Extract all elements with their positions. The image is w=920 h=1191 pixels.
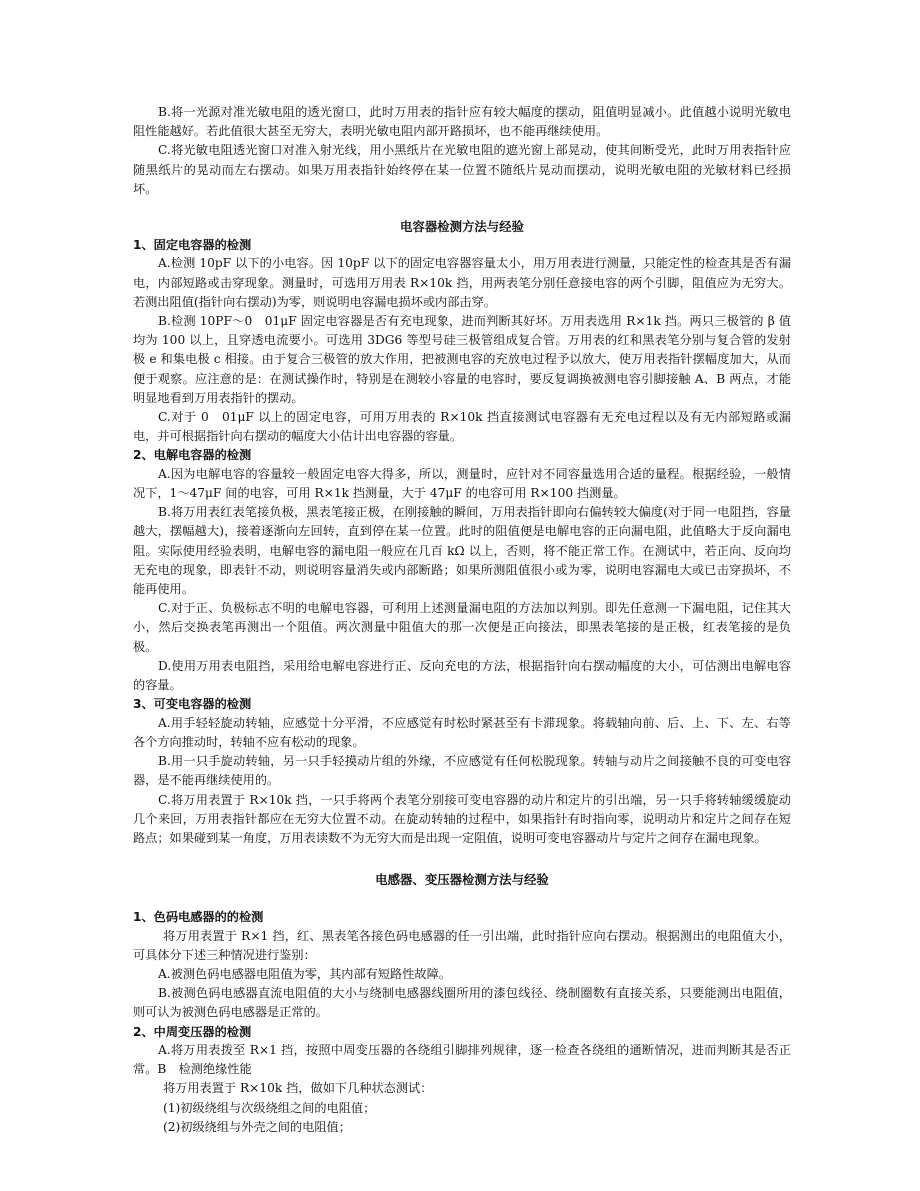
paragraph-variable-c: C.将万用表置于 R×10k 挡，一只手将两个表笔分别接可变电容器的动片和定片的引出端，另一只手将转轴缓缓旋动几个来回，万用表指针都应在无穷大位置不动。在旋动转轴的过程中，如果指针有时指向零，说明动片和定片之间存在短路点；如果碰到某一角度，万用表读数不为无穷大而是出现一定阻值，说明可变电容器动片与定片之间存在漏电现象。 bbox=[133, 792, 791, 845]
paragraph-photoresistor-b: B.将一光源对准光敏电阻的透光窗口，此时万用表的指针应有较大幅度的摆动，阻值明显减小。此值越小说明光敏电阻性能越好。若此值很大甚至无穷大，表明光敏电阻内部开路损坏，也不能再继续使用。 bbox=[133, 105, 791, 139]
paragraph-inductor-intro: 将万用表置于 R×1 挡，红、黑表笔各接色码电感器的任一引出端，此时指针应向右摆动。根据测出的电阻值大小，可具体分下述三种情况进行鉴别： bbox=[133, 928, 791, 962]
heading-color-code-inductor-text: 1、色码电感器的的检测 bbox=[133, 910, 264, 925]
paragraph-electrolytic-d: D.使用万用表电阻挡，采用给电解电容进行正、反向充电的方法，根据指针向右摆动幅度的大小，可估测出电解电容的容量。 bbox=[133, 658, 791, 693]
section-title-capacitor: 电容器检测方法与经验 bbox=[400, 219, 524, 235]
section-title-inductor: 电感器、变压器检测方法与经验 bbox=[375, 872, 549, 888]
paragraph-fixed-c: C.对于 0 01μF 以上的固定电容，可用万用表的 R×10k 挡直接测试电容器有无充电过程以及有无内部短路或漏电，并可根据指针向右摆动的幅度大小估计出电容器的容量。 bbox=[133, 410, 791, 444]
list-item-transformer-1: (1)初级绕组与次级绕组之间的电阻值； bbox=[163, 1100, 376, 1115]
paragraph-inductor-a: A.被测色码电感器电阻值为零，其内部有短路性故障。 bbox=[158, 966, 451, 981]
paragraph-inductor-b: B.被测色码电感器直流电阻值的大小与绕制电感器线圈所用的漆包线径、绕制圈数有直接关系，只要能测出电阻值，则可认为被测色码电感器是正常的。 bbox=[133, 986, 791, 1020]
spacer bbox=[133, 848, 791, 870]
paragraph-electrolytic-b: B.将万用表红表笔接负极，黑表笔接正极，在刚接触的瞬间，万用表指针即向右偏转较大偏度(对于同一电阻挡，容量越大，摆幅越大)，接着逐渐向左回转，直到停在某一位置。此时的阻值便是电解电容的正向漏电阻，此值略大于反向漏电阻。实际使用经验表明，电解电容的漏电阻一般应在几百 kΩ 以上，否则，将不能正常工作。在测试中，若正向、反向均无充电的现象，即表针不动，则说明容量消失或内部断路；如果所测阻值很小或为零，说明电容漏电大或已击穿损坏，不能再使用。 bbox=[133, 505, 791, 597]
paragraph-electrolytic-c: C.对于正、负极标志不明的电解电容器，可利用上述测量漏电阻的方法加以判别。即先任意测一下漏电阻，记住其大小，然后交换表笔再测出一个阻值。两次测量中阻值大的那一次便是正向接法，即黑表笔接的是正极，红表笔接的是负极。 bbox=[133, 601, 791, 654]
heading-if-transformer: 2、中周变压器的检测 bbox=[133, 1024, 252, 1039]
paragraph-transformer-b: 将万用表置于 R×10k 挡，做如下几种状态测试： bbox=[163, 1081, 433, 1096]
paragraph-electrolytic-a: A.因为电解电容的容量较一般固定电容大得多，所以，测量时，应针对不同容量选用合适的量程。根据经验，一般情况下，1～47μF 间的电容，可用 R×1k 挡测量，大于 47μF 的电容可用 R×100 挡测量。 bbox=[133, 466, 791, 501]
list-item-transformer-2: (2)初级绕组与外壳之间的电阻值； bbox=[163, 1119, 351, 1134]
paragraph-transformer-a: A.将万用表拨至 R×1 挡，按照中周变压器的各绕组引脚排列规律，逐一检查各绕组的通断情况，进而判断其是否正常。B 检测绝缘性能 bbox=[133, 1042, 791, 1077]
heading-variable-capacitor: 3、可变电容器的检测 bbox=[133, 697, 252, 712]
document-body bbox=[133, 103, 791, 1137]
heading-fixed-capacitor: 1、固定电容器的检测 bbox=[133, 238, 252, 253]
spacer bbox=[133, 889, 791, 908]
heading-electrolytic-capacitor: 2、电解电容器的检测 bbox=[133, 448, 252, 463]
paragraph-photoresistor-c: C.将光敏电阻透光窗口对准入射光线，用小黑纸片在光敏电阻的遮光窗上部晃动，使其间断受光，此时万用表指针应随黑纸片的晃动而左右摆动。如果万用表指针始终停在某一位置不随纸片晃动而摆动，说明光敏电阻的光敏材料已经损坏。 bbox=[133, 143, 791, 196]
spacer bbox=[133, 199, 791, 217]
paragraph-fixed-b: B.检测 10PF～0 01μF 固定电容器是否有充电现象，进而判断其好坏。万用表选用 R×1k 挡。两只三极管的 β 值均为 100 以上，且穿透电流要小。可选用 3DG6 等型号硅三极管组成复合管。万用表的红和黑表笔分别与复合管的发射极 e 和集电极 c 相接。由于复合三极管的放大作用，把被测电容的充放电过程予以放大，使万用表指针摆幅度加大，从而便于观察。应注意的是：在测试操作时，特别是在测较小容量的电容时，要反复调换被测电容引脚接触 A、B 两点，才能明显地看到万用表指针的摆动。 bbox=[133, 314, 791, 405]
paragraph-fixed-a: A.检测 10pF 以下的小电容。因 10pF 以下的固定电容器容量太小，用万用表进行测量，只能定性的检查其是否有漏电，内部短路或击穿现象。测量时，可选用万用表 R×10k 挡，用两表笔分别任意接电容的两个引脚，阻值应为无穷大。若测出阻值(指针向右摆动)为零，则说明电容漏电损坏或内部击穿。 bbox=[133, 256, 791, 309]
paragraph-variable-b: B.用一只手旋动转轴，另一只手轻摸动片组的外缘，不应感觉有任何松脱现象。转轴与动片之间接触不良的可变电容器，是不能再继续使用的。 bbox=[133, 754, 791, 788]
paragraph-variable-a: A.用手轻轻旋动转轴，应感觉十分平滑，不应感觉有时松时紧甚至有卡滞现象。将载轴向前、后、上、下、左、右等各个方向推动时，转轴不应有松动的现象。 bbox=[133, 715, 791, 749]
heading-color-code-inductor bbox=[133, 908, 791, 926]
